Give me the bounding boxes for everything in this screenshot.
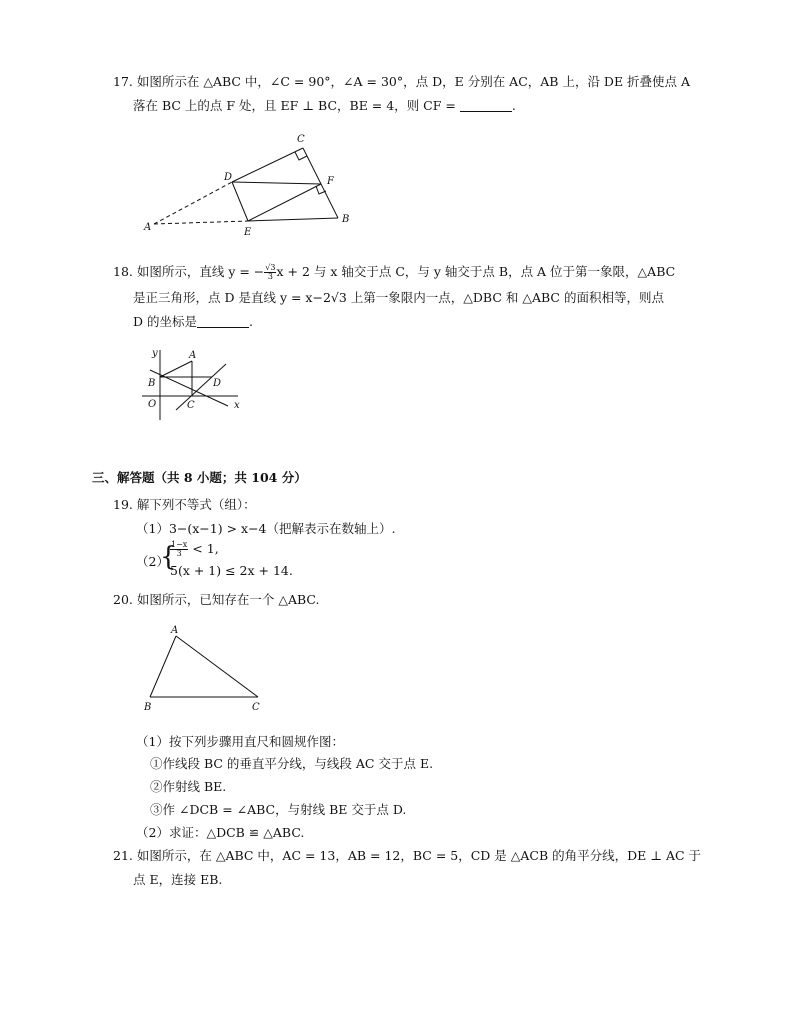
q18-label-O: O [148, 399, 157, 410]
q17-side-EB [248, 218, 338, 221]
q20-step-2: ②作射线 BE. [150, 779, 227, 794]
q17-label-D: D [224, 172, 233, 183]
q20-part-2: （2）求证：△DCB ≌ △ABC. [136, 825, 305, 840]
q19-eq-1 [170, 541, 219, 558]
q18-label-x: x [234, 400, 240, 411]
q17-answer-blank [460, 99, 512, 112]
section-3-title: 三、解答题（共 8 小题；共 104 分） [92, 470, 307, 485]
q17-label-B: B [342, 214, 350, 225]
q17-line-1: 17. 如图所示在 △ABC 中，∠C = 90°，∠A = 30°，点 D，E 分别在 AC，AB 上，沿 DE 折叠使点 A [113, 74, 691, 89]
q19-frac-den: 3 [176, 549, 182, 558]
q19-part-2-label: （2） [136, 554, 169, 569]
q17-end: . [511, 98, 516, 113]
q18-line-3-text: D 的坐标是 [133, 314, 197, 329]
q18-label-B: B [148, 378, 156, 389]
q18-figure [140, 346, 250, 422]
q19-eq-2: 5(x + 1) ≤ 2x + 14. [170, 563, 293, 578]
q17-label-E: E [244, 227, 252, 238]
q21-line-1: 21. 如图所示，在 △ABC 中，AC = 13，AB = 12，BC = 5，CD 是 △ACB 的角平分线，DE ⊥ AC 于 [113, 848, 702, 863]
q18-label-C: C [187, 400, 195, 411]
q18-label-D: D [213, 378, 222, 389]
q18-frac-num: √3 [265, 263, 276, 272]
q19-brace: { [160, 542, 177, 572]
q20-title: 20. 如图所示，已知存在一个 △ABC. [113, 592, 320, 607]
q20-figure [140, 622, 270, 714]
q21-line-2: 点 E，连接 EB. [133, 872, 223, 887]
q18-frac-den: 3 [267, 272, 273, 281]
q17-segment-EF [248, 184, 321, 221]
q18-side-BA [160, 361, 192, 377]
q17-label-C: C [297, 134, 305, 145]
q20-side-AC [176, 636, 258, 697]
q18-line-1 [113, 264, 675, 281]
q19-title: 19. 解下列不等式（组）： [113, 497, 256, 512]
q20-side-AB [150, 636, 176, 697]
q17-figure [140, 128, 370, 240]
q20-label-A: A [171, 625, 179, 636]
q18-answer-blank [197, 315, 249, 328]
q17-dashed-AD [154, 182, 232, 224]
q18-line-1b: x + 2 与 x 轴交于点 C，与 y 轴交于点 B，点 A 位于第一象限，△ABC [276, 264, 676, 279]
q18-line-3 [133, 314, 253, 330]
q17-dashed-AE [154, 221, 248, 224]
q17-fold-DE [232, 182, 248, 221]
q17-label-A: A [144, 222, 152, 233]
q20-step-3: ③作 ∠DCB = ∠ABC，与射线 BE 交于点 D. [150, 802, 407, 817]
q18-end: . [249, 314, 253, 329]
q17-line-2 [133, 98, 516, 114]
q17-segment-DF [232, 182, 321, 184]
q19-frac-num: 1−x [171, 540, 188, 549]
q20-label-C: C [252, 702, 260, 713]
q19-part-1: （1）3−(x−1) > x−4（把解表示在数轴上）. [136, 521, 396, 536]
q18-line-2: 是正三角形，点 D 是直线 y = x−2√3 上第一象限内一点，△DBC 和 △ABC 的面积相等，则点 [133, 290, 664, 305]
q18-fraction [264, 264, 276, 281]
q17-line-2-text: 落在 BC 上的点 F 处，且 EF ⊥ BC，BE = 4，则 CF = [133, 98, 460, 113]
q18-label-y: y [152, 348, 158, 359]
q17-side-DC [232, 148, 303, 182]
q17-label-F: F [327, 176, 334, 187]
q20-label-B: B [144, 702, 152, 713]
q18-line-1a: 18. 如图所示，直线 y = − [113, 264, 265, 279]
q19-eq-1-rest: < 1, [192, 541, 219, 556]
q20-step-1: ①作线段 BC 的垂直平分线，与线段 AC 交于点 E. [150, 756, 434, 771]
q20-part-1: （1）按下列步骤用直尺和圆规作图： [136, 734, 344, 749]
q19-frac [170, 541, 188, 558]
q18-label-A: A [189, 350, 197, 361]
